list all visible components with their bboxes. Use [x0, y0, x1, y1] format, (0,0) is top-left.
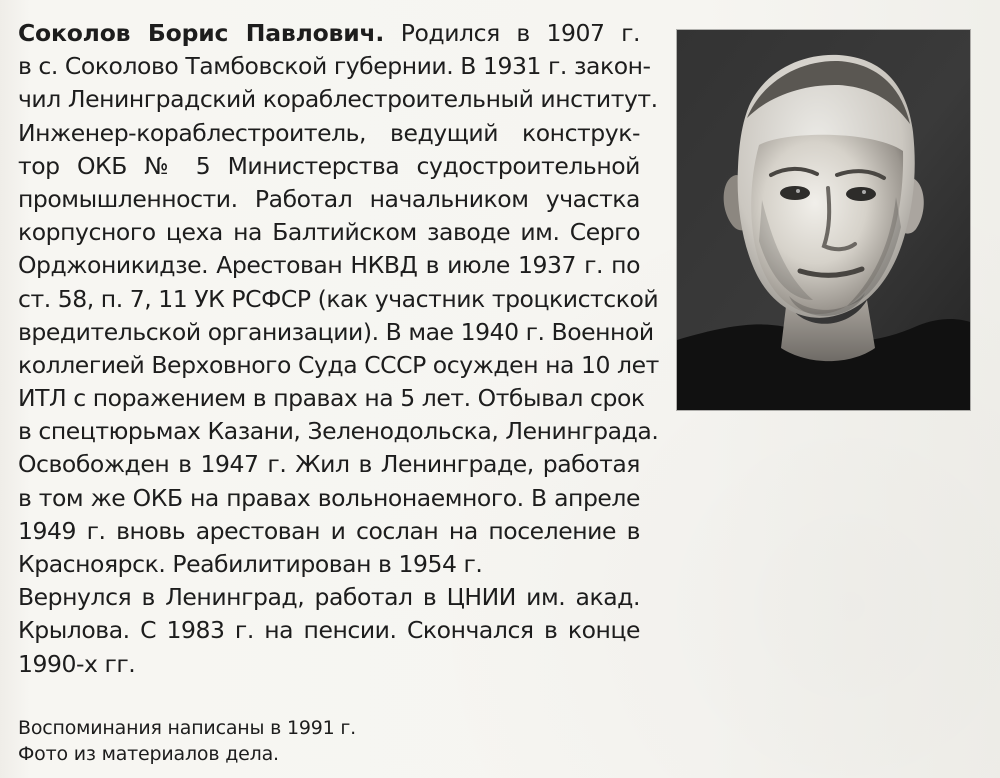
biography-line-12: ИТЛ с поражением в правах на 5 лет. Отбывал срок: [18, 384, 645, 413]
memoir-date-note: Воспоминания написаны в 1991 г.: [18, 717, 356, 739]
source-notes: [18, 715, 438, 767]
biography-line-9: ст. 58, п. 7, 11 УК РСФСР (как участник троцкистской: [18, 284, 659, 313]
biography-line-17: Красноярск. Реабилитирован в 1954 г.: [18, 550, 483, 578]
birth-info: Родился в 1907 г.: [384, 19, 640, 47]
biography-line-14: Освобожден в 1947 г. Жил в Ленинграде, работая: [18, 450, 640, 479]
biography-line-20: 1990-х гг.: [18, 649, 136, 678]
right-eye-highlight: [862, 190, 866, 194]
biography-line-15: в том же ОКБ на правах вольнонаемного. В апреле: [18, 483, 640, 512]
biography-line-7: корпусного цеха на Балтийском заводе им. Серго: [18, 218, 640, 247]
left-eye-highlight: [796, 189, 800, 193]
biography-line-16: 1949 г. вновь арестован и сослан на поселение в: [18, 516, 640, 545]
biography-line-18: Вернулся в Ленинград, работал в ЦНИИ им. акад.: [18, 583, 640, 612]
person-name: Соколов Борис Павлович.: [18, 19, 385, 47]
portrait-photo: [677, 30, 970, 410]
photo-source-note: Фото из материалов дела.: [18, 743, 279, 765]
biography-line-10: вредительской организации). В мае 1940 г. Военной: [18, 317, 654, 346]
biography-line-6: промышленности. Работал начальником участка: [18, 184, 640, 213]
biography-line-4: Инженер-кораблестроитель, ведущий конструк-: [18, 118, 640, 147]
left-eye: [780, 186, 810, 200]
biography-text: [18, 17, 659, 681]
biography-line-11: коллегией Верховного Суда СССР осужден на 10 лет: [18, 350, 659, 379]
biography-line-1: [18, 17, 640, 50]
biography-line-8: Орджоникидзе. Арестован НКВД в июле 1937 г. по: [18, 251, 640, 280]
right-eye: [846, 187, 876, 201]
biography-line-19: Крылова. С 1983 г. на пенсии. Скончался в конце: [18, 616, 640, 645]
biography-line-2: в с. Соколово Тамбовской губернии. В 1931 г. закон-: [18, 52, 651, 81]
biography-line-5: тор ОКБ № 5 Министерства судостроительной: [18, 151, 640, 180]
biography-line-3: чил Ленинградский кораблестроительный институт.: [18, 85, 658, 114]
biography-line-13: в спецтюрьмах Казани, Зеленодольска, Ленинграда.: [18, 417, 659, 446]
portrait-photo-icon: [677, 30, 970, 410]
